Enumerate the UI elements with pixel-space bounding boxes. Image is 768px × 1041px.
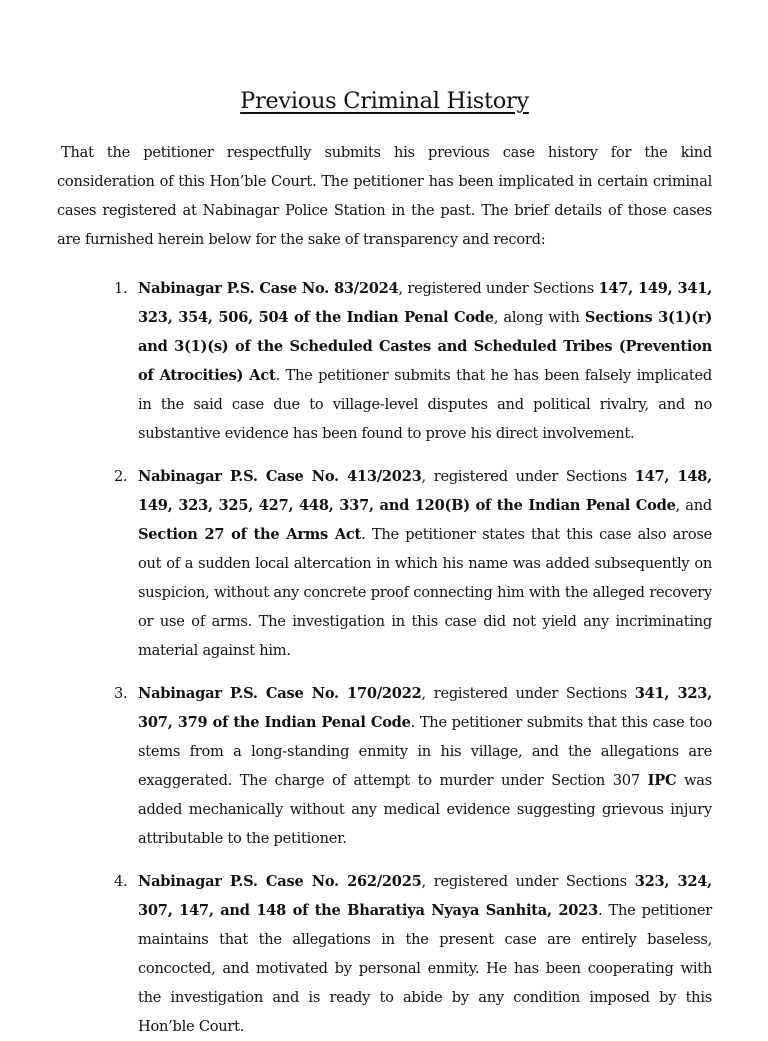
case-act: IPC [647, 772, 677, 789]
intro-paragraph: That the petitioner respectfully submits his previous case history for the kind consideration of this Hon’ble Court. The petitioner has been implicated in certain criminal cases registered at Nabinagar Police Station in the past. The brief details of those cases are furnished herein below for the sake of transparency and record: [57, 144, 712, 248]
case-list [57, 274, 712, 1041]
case-text: . The petitioner submits that he has been falsely implicated in the said case due to village-level disputes and political rivalry, and no substantive evidence has been found to prove his direct involvement. [138, 367, 712, 442]
list-number: 4. [114, 873, 128, 890]
list-number: 2. [114, 468, 128, 485]
case-number: Nabinagar P.S. Case No. 413/2023 [138, 468, 422, 485]
case-sections: 323, 324, 307, 147, and 148 of the Bharatiya Nyaya Sanhita, 2023 [138, 873, 713, 919]
case-text: , and [675, 497, 712, 514]
case-sections: 147, 149, 341, 323, 354, 506, 504 of the Indian Penal Code [138, 280, 712, 326]
case-text: , registered under Sections [421, 468, 635, 485]
case-sections: 341, 323, 307, 379 of the Indian Penal Code [138, 685, 713, 731]
case-text: . The petitioner submits that this case too stems from a long-standing enmity in his village, and the allegations are exaggerated. The charge of attempt to murder under Section 307 [138, 714, 712, 789]
page-title: Previous Criminal History [240, 88, 529, 114]
case-number: Nabinagar P.S. Case No. 170/2022 [138, 685, 422, 702]
case-number: Nabinagar P.S. Case No. 262/2025 [138, 873, 422, 890]
case-act: Sections 3(1)(r) and 3(1)(s) of the Scheduled Castes and Scheduled Tribes (Prevention of Atrocities) Act [138, 309, 712, 384]
case-text: , registered under Sections [421, 685, 635, 702]
case-text: , registered under Sections [421, 873, 635, 890]
case-number: Nabinagar P.S. Case No. 83/2024 [138, 280, 399, 297]
case-text: , registered under Sections [398, 280, 599, 297]
list-number: 3. [114, 685, 128, 702]
list-item [114, 274, 712, 448]
case-text: , along with [493, 309, 585, 326]
list-item [114, 462, 713, 665]
list-item [114, 867, 713, 1041]
case-text: . The petitioner states that this case also arose out of a sudden local altercation in which his name was added subsequently on suspicion, without any concrete proof connecting him with the alleged recovery or use of arms. The investigation in this case did not yield any incriminating material against him. [138, 526, 712, 659]
case-text: was added mechanically without any medical evidence suggesting grievous injury attributable to the petitioner. [138, 772, 713, 847]
case-text: . The petitioner maintains that the allegations in the present case are entirely baseless, concocted, and motivated by personal enmity. He has been cooperating with the investigation and is ready to abide by any condition imposed by this Hon’ble Court. [138, 902, 712, 1035]
list-number: 1. [114, 280, 128, 297]
case-act: Section 27 of the Arms Act [138, 526, 362, 543]
list-item [114, 679, 713, 853]
case-sections: 147, 148, 149, 323, 325, 427, 448, 337, and 120(B) of the Indian Penal Code [138, 468, 713, 514]
